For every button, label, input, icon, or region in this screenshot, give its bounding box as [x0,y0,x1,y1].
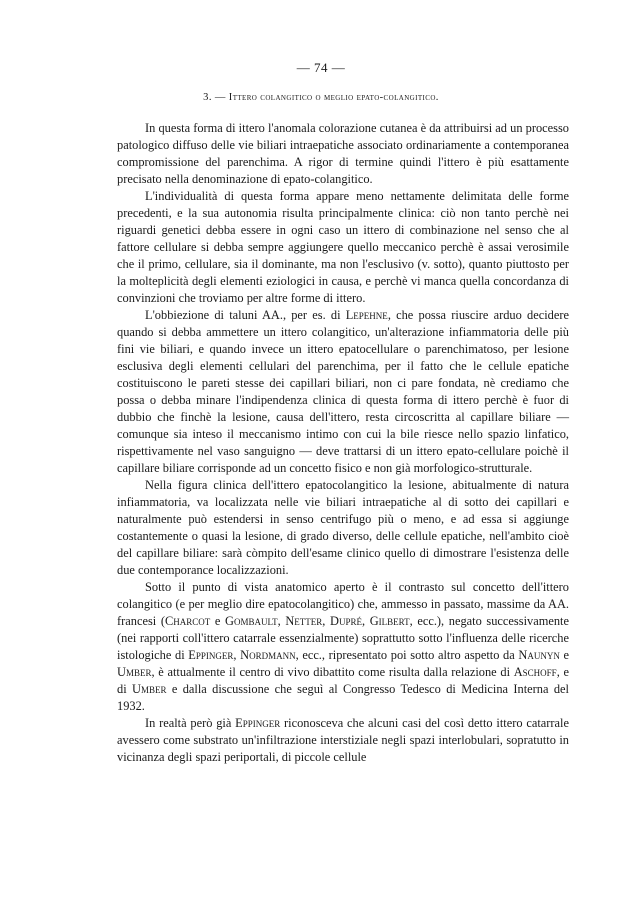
text-run: e [210,614,225,628]
author-name: Netter [285,614,323,628]
author-name: Eppinger [188,648,234,662]
text-run: e dalla discussione che seguì al Congresso Tedesco di Medicina Interna del 1932. [117,682,569,713]
text-run: e [559,648,569,662]
text-run: , ecc.), negato successivamente (nei rapporti coll'ittero catarrale essenzialmente) soprattutto sotto l'influenza delle ricerche istologiche di [117,614,569,662]
text-run: riconosceva che alcuni casi del così detto ittero catarrale avessero come substrato un'infiltrazione interstiziale negli spazi interlobulari, sopratutto in vicinanza degli spazi periportali, di piccole cellule [117,716,569,764]
text-run: , [361,614,370,628]
author-name: Umber [117,665,152,679]
text-run: , è attualmente il centro di vivo dibattito come risulta dalla relazione di [151,665,514,679]
text-run: In realtà però già [145,716,236,730]
text-run: , [322,614,331,628]
page-number: — 74 — [296,60,346,75]
body-text [117,120,569,766]
author-name: Naunyn [518,648,560,662]
paragraph-1 [117,120,569,188]
author-name: Dupré [330,614,362,628]
text-run: , [277,614,286,628]
author-name: Eppinger [235,716,281,730]
text-run: Sotto il punto di vista anatomico aperto è il contrasto sul concetto dell'ittero colangitico (e per meglio dire epatocolangitico) che, ammesso in passato, massime da AA. francesi ( [117,580,569,628]
paragraph-2 [117,188,569,307]
author-name: Gombault [225,614,278,628]
author-name: Umber [132,682,167,696]
paragraph-6 [117,715,569,766]
text-run: L'obbiezione di taluni AA., per es. di [145,308,346,322]
paragraph-3 [117,307,569,477]
text-run: , ecc., ripresentato poi sotto altro aspetto da [295,648,519,662]
author-name: Nordmann [240,648,296,662]
author-name: Lepehne [345,308,388,322]
author-name: Charcot [164,614,211,628]
text-run: , [233,648,241,662]
text-run: In questa forma di ittero l'anomala colorazione cutanea è da attribuirsi ad un processo patologico diffuso delle vie biliari intraepatiche associato ordinariamente a contemporanea compromissione del parenchima. A rigor di termine quindi l'ittero è più esattamente precisato nella denominazione di epato-colangitico. [117,121,569,186]
text-run: L'individualità di questa forma appare meno nettamente delimitata delle forme precedenti, e la sua autonomia risulta principalmente clinica: ciò non tanto perchè nei riguardi genetici debba essere in ogni caso un ittero di combinazione nel senso che al fattore cellulare si debba sempre aggiungere quello meccanico perchè è assai verosimile che il primo, cellulare, sia il dominante, ma non l'esclusivo (v. sotto), quanto piuttosto per la molteplicità degli elementi eziologici in causa, e perchè vi manca quella concordanza di convinzioni che troviamo per altre forme di ittero. [117,189,569,305]
paragraph-4 [117,477,569,579]
author-name: Gilbert [369,614,410,628]
text-run: Nella figura clinica dell'ittero epatocolangitico la lesione, abitualmente di natura infiammatoria, va localizzata nelle vie biliari intraepatiche al di sotto dei capillari e naturalmente può estendersi in senso centrifugo più o meno, e ad essa si aggiunge costantemente o quasi la lesione, di grado diverso, delle cellule epatiche, nell'ambito cioè del capillare biliare: sarà còmpito dell'esame clinico quello di dimostrare l'esistenza delle due contemporance localizzazioni. [117,478,569,577]
section-heading: 3. — Ittero colangitico o meglio epato-colangitico. [203,92,439,103]
author-name: Aschoff [513,665,557,679]
text-run: , che possa riuscire arduo decidere quando si debba ammettere un ittero colangitico, un'alterazione infiammatoria delle più fini vie biliari, e quando invece un ittero epatocellulare o parenchimatoso, per lesione esclusiva degli elementi cellulari del parenchima, per il fatto che le cellule epatiche costituiscono le pareti stesse dei capillari biliari, non ci pare fondata, nè crediamo che possa o debba minare l'indipendenza clinica di questa forma di ittero perchè è fuor di dubbio che finchè la lesione, causa dell'ittero, resta circoscritta al capillare biliare — comunque sia inteso il meccanismo intimo con cui la bile riesce nello spazio linfatico, rispettivamente nel vaso sanguigno — deve trattarsi di un ittero epato-cellulare poichè il capillare biliare corrisponde ad un concetto fisico e non già morfologico-strutturale. [117,308,569,475]
text-run: , e di [117,665,569,696]
paragraph-5 [117,579,569,715]
